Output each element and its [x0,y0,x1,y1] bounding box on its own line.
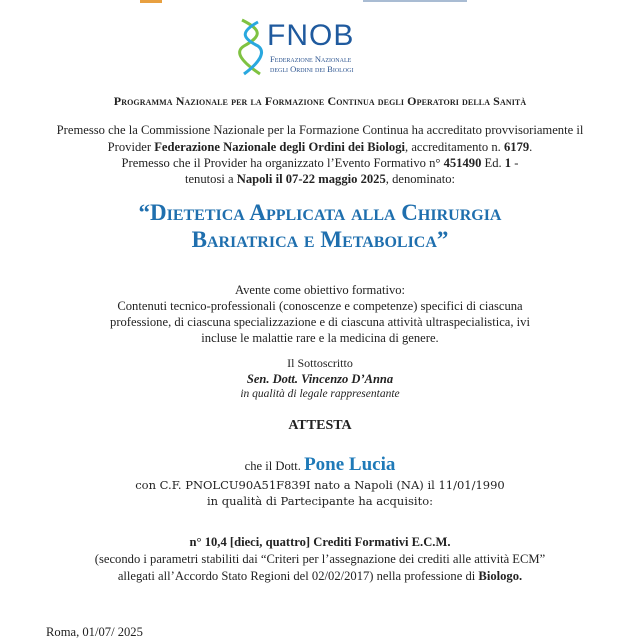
text: Ed. [481,156,505,170]
intro-line-3 [0,155,640,171]
text: tenutosi a [184,172,237,186]
credits-criteria: (secondo i parametri stabiliti dai “Criteri per l’assegnazione dei crediti alle attività ECM” [94,552,546,566]
text: , denominato: [385,172,456,186]
objective-label: Avente come obiettivo formativo: [234,283,406,297]
intro-line-4 [0,171,640,187]
text: Provider [107,140,155,154]
intro-line-2 [0,139,640,155]
objective-line-3: incluse le malattie rare e la medicina di genere. [201,331,439,345]
cropped-logo-fragment [363,0,467,2]
objective-line-2: professione, di ciascuna specializzazione e di ciascuna attività ultraspecialistica, ivi [110,315,530,329]
credits-agreement [0,568,640,584]
text: . [529,140,533,154]
fnob-logo [238,18,378,76]
accreditation-number: 6179 [503,140,530,154]
event-title-line-1: “Dietetica Applicata alla Chirurgia [138,200,502,225]
credits-line: n° 10,4 [dieci, quattro] Crediti Formativi E.C.M. [189,535,451,549]
program-header: Programma Nazionale per la Formazione Continua degli Operatori della Sanità [113,94,527,108]
text: Premesso che il Provider ha organizzato l’Evento Formativo n° [121,156,444,170]
intro-line-1: Premesso che la Commissione Nazionale per la Formazione Continua ha accreditato provvisoriamente il [56,123,584,137]
participant-name: Pone Lucia [304,454,396,475]
signer-role: in qualità di legale rappresentante [240,388,400,400]
logo-subtitle-2: degli Ordini dei Biologi [270,64,354,74]
event-place-date: Napoli il 07-22 maggio 2025 [236,172,386,186]
participant-line [0,454,640,477]
logo-subtitle-1: Federazione Nazionale [270,54,352,64]
text: allegati all’Accordo Stato Regioni del 02/02/2017) nella professione di [117,569,479,583]
signer-name: Sen. Dott. Vincenzo D’Anna [246,372,394,386]
attesta-heading: ATTESTA [288,418,352,433]
text: , accreditamento n. [405,140,504,154]
participant-cf: con C.F. PNOLCU90A51F839I nato a Napoli (NA) il 11/01/1990 [135,478,505,492]
event-title-line-2: Bariatrica e Metabolica” [191,227,449,252]
profession: Biologo. [478,569,523,583]
cropped-logo-fragment [140,0,162,3]
provider-name: Federazione Nazionale degli Ordini dei Biologi [154,140,406,154]
place-date: Roma, 01/07/ 2025 [46,625,143,639]
participant-role: in qualità di Partecipante ha acquisito: [206,494,434,508]
event-id: 451490 [443,156,482,170]
text: che il Dott. [244,459,305,473]
signer-intro: Il Sottoscritto [287,356,353,370]
logo-wordmark: FNOB [267,19,355,52]
objective-line-1: Contenuti tecnico-professionali (conoscenze e competenze) specifici di ciascuna [117,299,523,313]
dna-helix-icon [238,18,266,76]
text: - [511,156,519,170]
edition: 1 [504,156,512,170]
